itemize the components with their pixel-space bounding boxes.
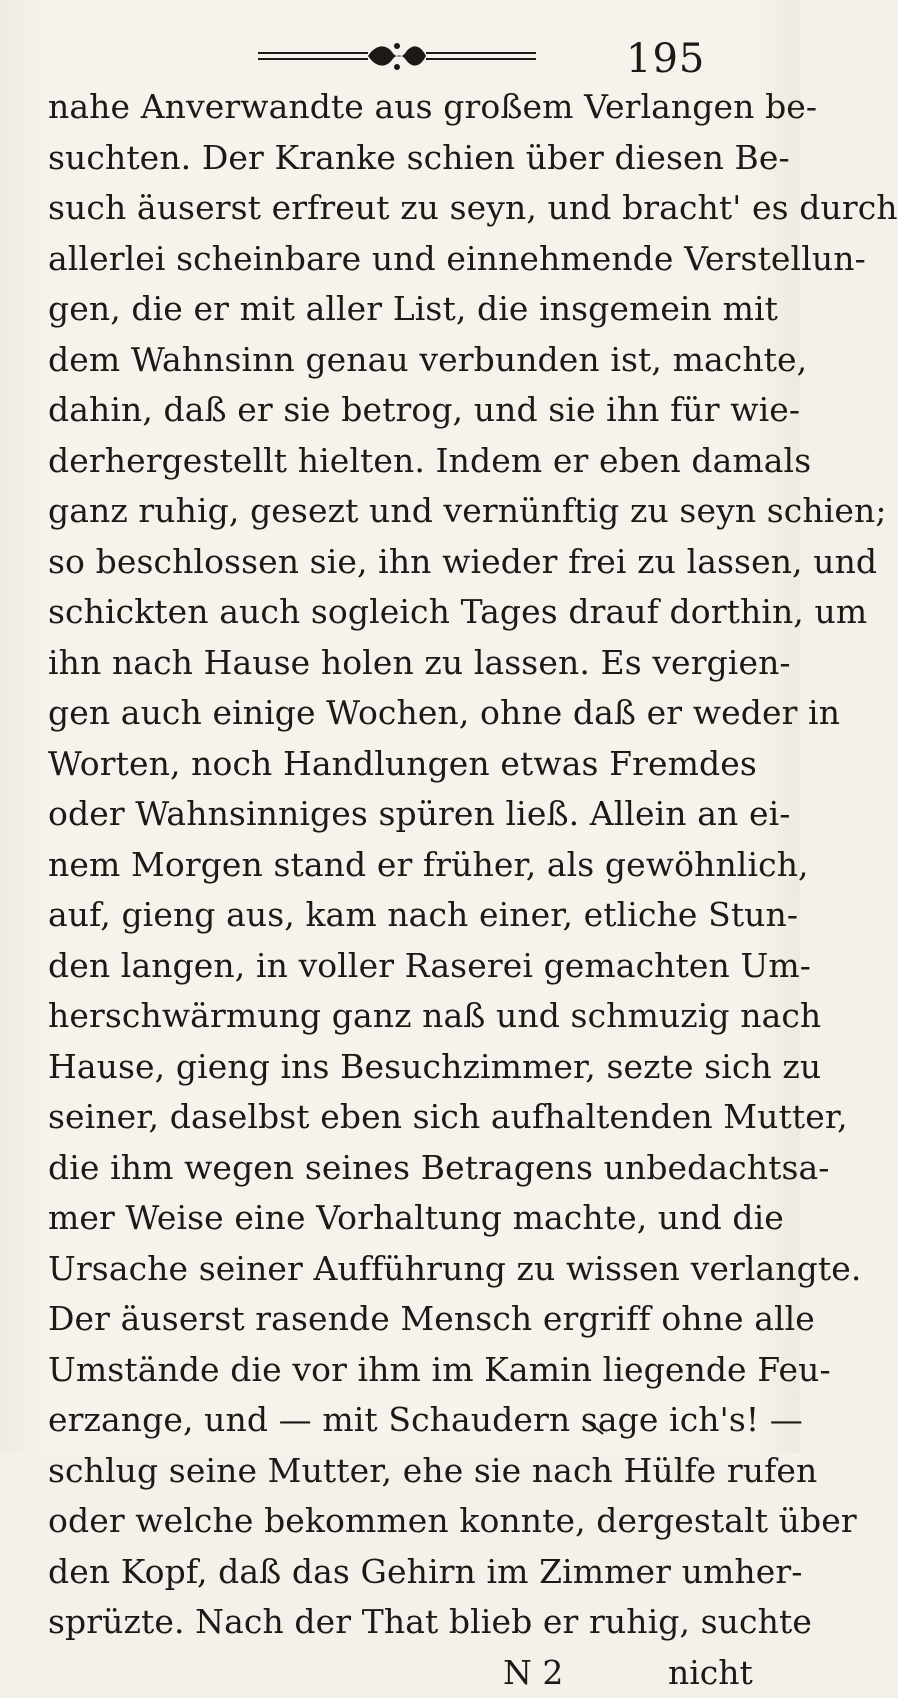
text-line: nem Morgen stand er früher, als gewöhnlich, (48, 844, 809, 884)
text-line: sprüzte. Nach der That blieb er ruhig, suchte (48, 1602, 812, 1641)
text-line: Der äuserst rasende Mensch ergriff ohne alle (48, 1299, 815, 1338)
text-line: dem Wahnsinn genau verbunden ist, machte, (48, 339, 808, 379)
text-line: den Kopf, daß das Gehirn im Zimmer umher- (48, 1551, 803, 1591)
text-line: so beschlossen sie, ihn wieder frei zu lassen, und (48, 541, 878, 581)
text-line: suchten. Der Kranke schien über diesen Be- (48, 137, 790, 177)
tick-mark-icon (586, 1420, 606, 1436)
text-line: dahin, daß er sie betrog, und sie ihn für wie- (48, 390, 801, 429)
text-line: schickten auch sogleich Tages drauf dorthin, um (48, 592, 868, 631)
text-line: mer Weise eine Vorhaltung machte, und die (48, 1198, 784, 1237)
text-line: gen, die er mit aller List, die insgemein mit (48, 289, 779, 328)
text-line: die ihm wegen seines Betragens unbedachtsa- (48, 1147, 830, 1187)
text-line: derhergestellt hielten. Indem er eben damals (48, 440, 812, 480)
body-text (48, 82, 898, 1698)
text-line: Worten, noch Handlungen etwas Fremdes (48, 743, 757, 783)
text-line: Umstände die vor ihm im Kamin liegende Feu- (48, 1349, 831, 1389)
text-line: ganz ruhig, gesezt und vernünftig zu seyn schien; (48, 491, 887, 530)
text-line: schlug seine Mutter, ehe sie nach Hülfe rufen (48, 1450, 818, 1490)
text-line: nahe Anverwandte aus großem Verlangen be- (48, 87, 818, 126)
text-line: oder welche bekommen konnte, dergestalt über (48, 1501, 857, 1540)
text-line: ihn nach Hause holen zu lassen. Es vergien- (48, 642, 791, 682)
text-line: seiner, daselbst eben sich aufhaltenden Mutter, (48, 1097, 848, 1136)
page-footer (48, 1648, 778, 1698)
text-line: allerlei scheinbare und einnehmende Verstellun- (48, 238, 866, 278)
text-line: Ursache seiner Aufführung zu wissen verlangte. (48, 1248, 862, 1288)
text-line: such äuserst erfreut zu seyn, und bracht' es durch (48, 188, 898, 227)
catchword: nicht (668, 1652, 753, 1692)
text-line: herschwärmung ganz naß und schmuzig nach (48, 996, 822, 1035)
signature-mark: N 2 (503, 1652, 564, 1692)
text-line: Hause, gieng ins Besuchzimmer, sezte sich zu (48, 1046, 822, 1086)
text-line: gen auch einige Wochen, ohne daß er weder in (48, 693, 841, 732)
text-line: oder Wahnsinniges spüren ließ. Allein an ei- (48, 794, 791, 833)
text-line: den langen, in voller Raserei gemachten Um- (48, 945, 812, 985)
page-number: 195 (626, 36, 706, 82)
text-line: erzange, und — mit Schaudern sage ich's! — (48, 1400, 803, 1439)
text-line: auf, gieng aus, kam nach einer, etliche Stun- (48, 895, 799, 934)
header-ornament-icon (258, 40, 536, 74)
